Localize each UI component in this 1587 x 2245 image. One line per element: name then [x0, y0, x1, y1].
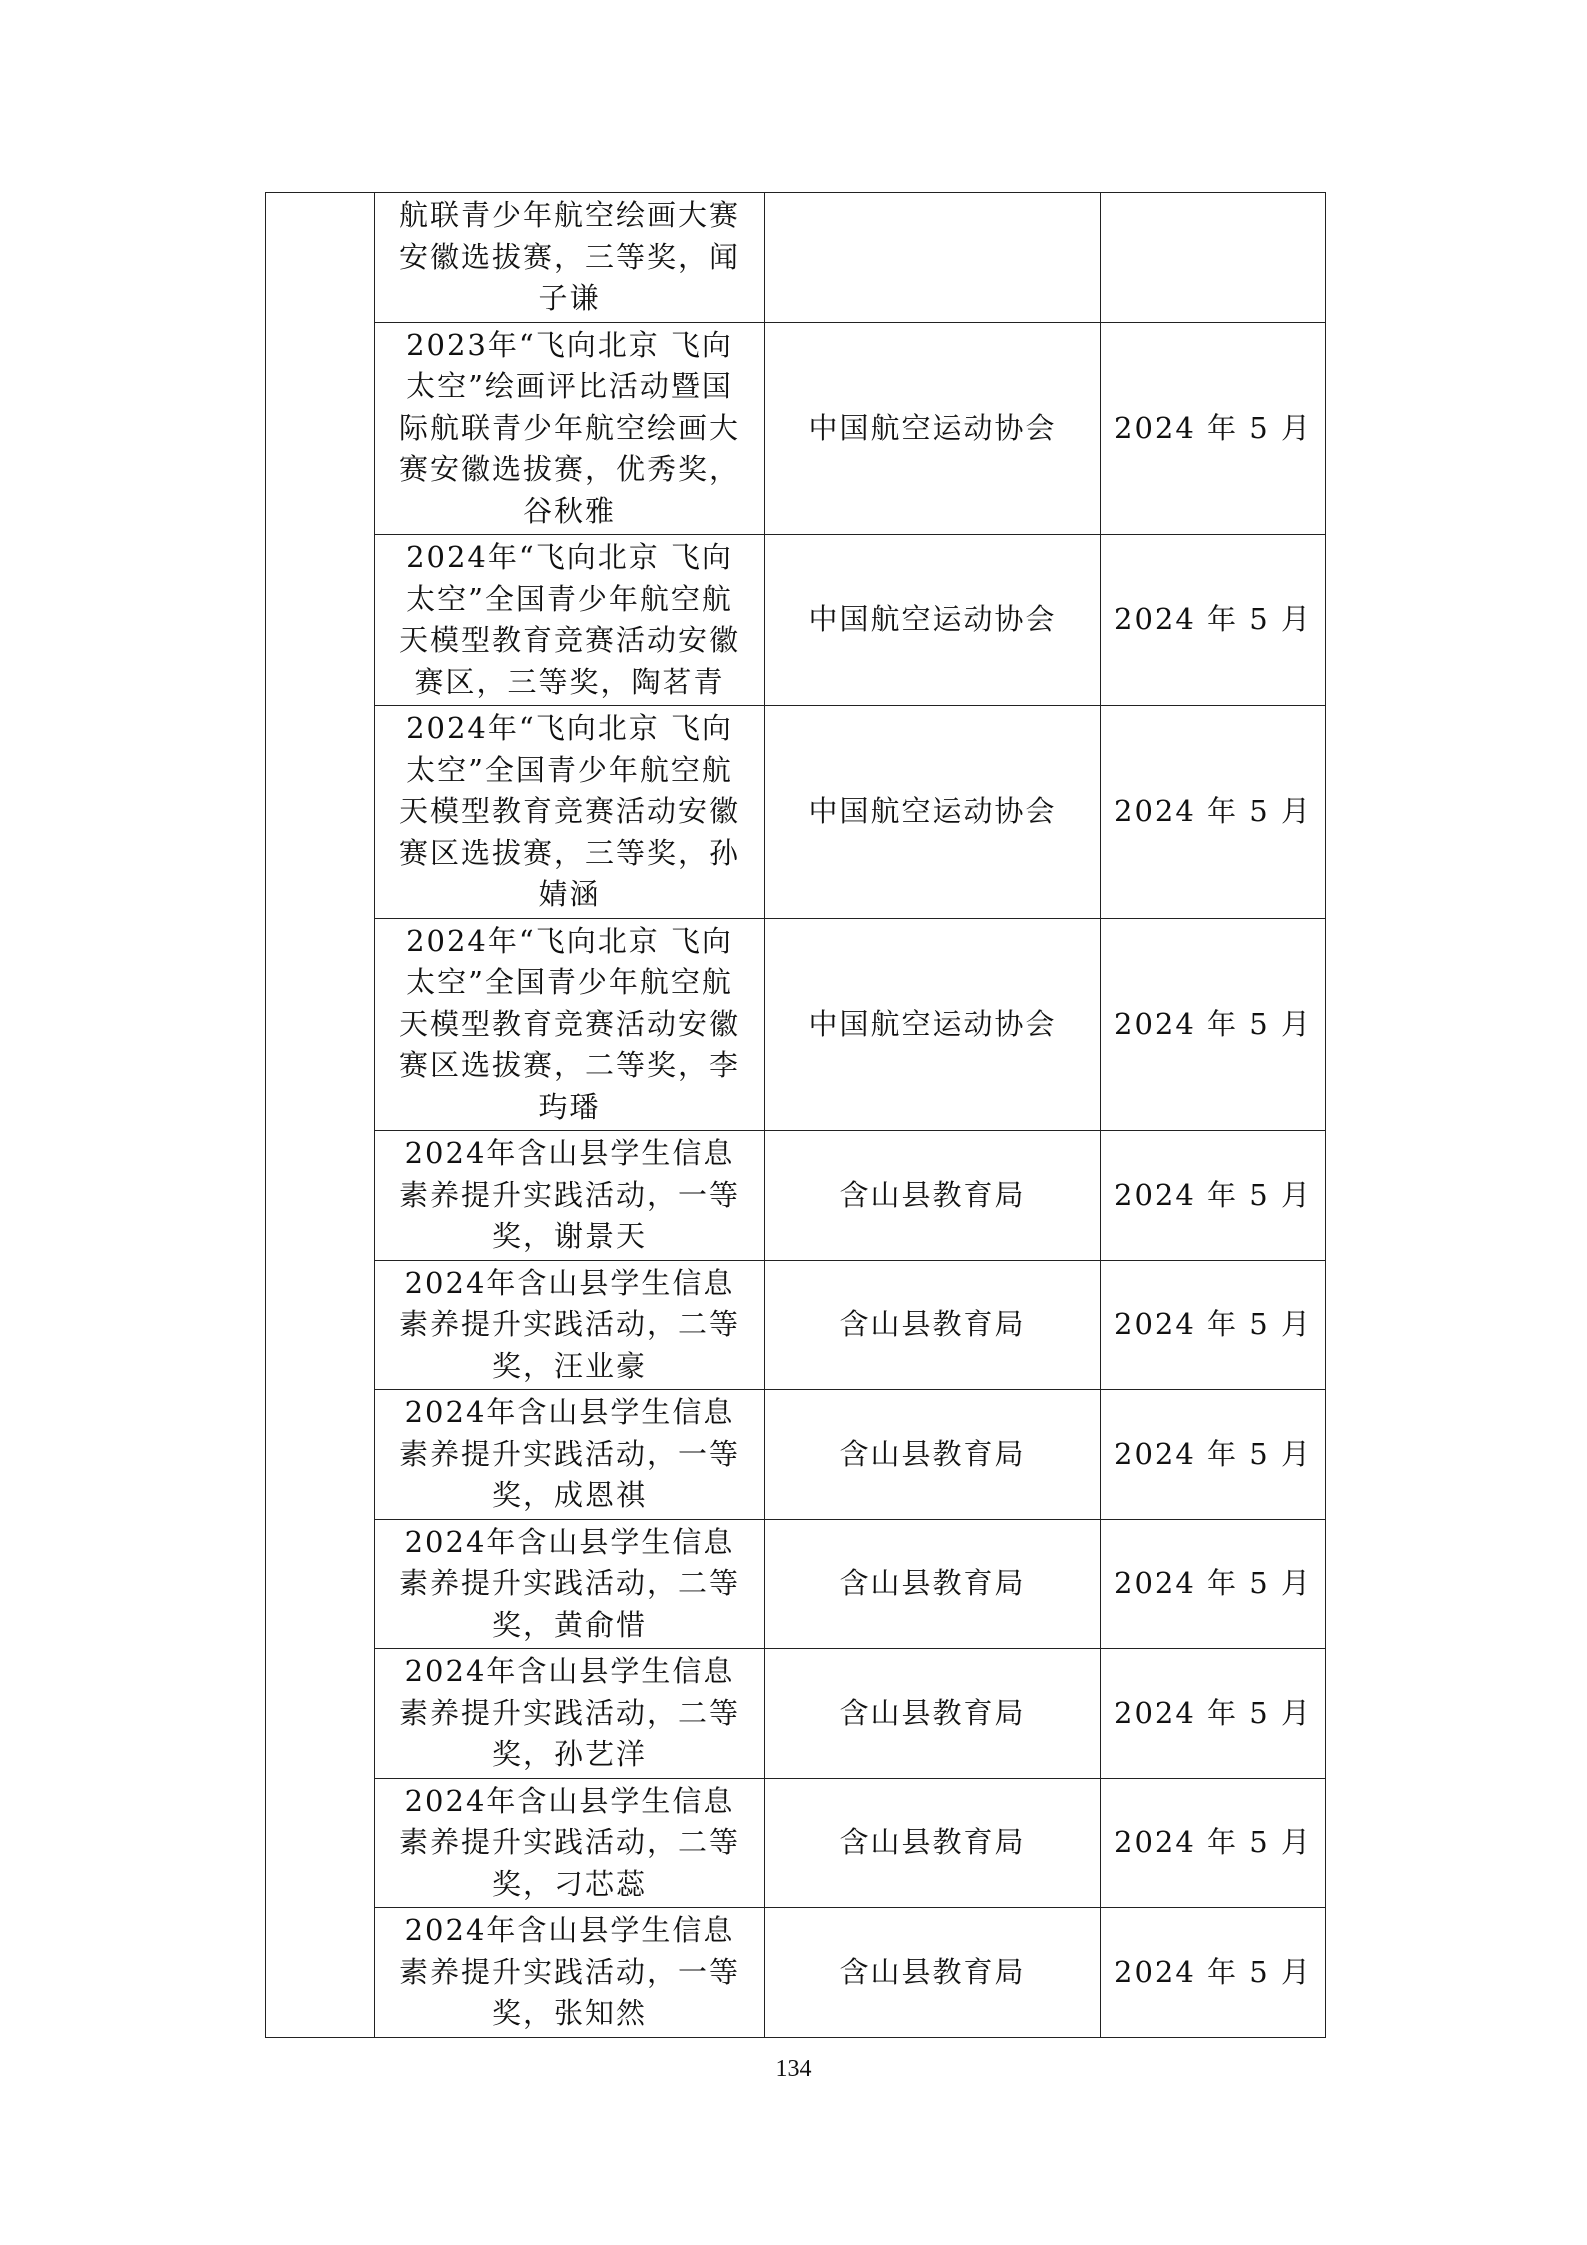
date-cell: 2024 年 5 月 — [1101, 1131, 1326, 1261]
organizer-cell: 中国航空运动协会 — [765, 535, 1101, 706]
table-row — [266, 1519, 1326, 1649]
table-row — [266, 193, 1326, 323]
table-row — [266, 535, 1326, 706]
date-cell: 2024 年 5 月 — [1101, 1260, 1326, 1390]
table-row — [266, 1778, 1326, 1908]
table-row — [266, 1260, 1326, 1390]
award-cell: 2024年含山县学生信息素养提升实践活动，二等奖，汪业豪 — [375, 1260, 765, 1390]
organizer-cell: 含山县教育局 — [765, 1778, 1101, 1908]
table-row — [266, 322, 1326, 535]
organizer-cell: 中国航空运动协会 — [765, 918, 1101, 1131]
table-row — [266, 1908, 1326, 2038]
page-number: 134 — [775, 2056, 812, 2082]
organizer-cell: 含山县教育局 — [765, 1649, 1101, 1779]
date-cell: 2024 年 5 月 — [1101, 1519, 1326, 1649]
award-cell: 2024年“飞向北京 飞向太空”全国青少年航空航天模型教育竞赛活动安徽赛区，三等奖，陶茗青 — [375, 535, 765, 706]
date-cell: 2024 年 5 月 — [1101, 1390, 1326, 1520]
award-cell: 2024年含山县学生信息素养提升实践活动，一等奖，谢景天 — [375, 1131, 765, 1261]
organizer-cell: 中国航空运动协会 — [765, 322, 1101, 535]
table-row — [266, 918, 1326, 1131]
date-cell — [1101, 193, 1326, 323]
date-cell: 2024 年 5 月 — [1101, 706, 1326, 919]
award-cell: 2024年“飞向北京 飞向太空”全国青少年航空航天模型教育竞赛活动安徽赛区选拔赛，二等奖，李玙璠 — [375, 918, 765, 1131]
organizer-cell: 含山县教育局 — [765, 1131, 1101, 1261]
table-row — [266, 1390, 1326, 1520]
organizer-cell — [765, 193, 1101, 323]
table-row — [266, 706, 1326, 919]
table-row — [266, 1649, 1326, 1779]
organizer-cell: 含山县教育局 — [765, 1260, 1101, 1390]
date-cell: 2024 年 5 月 — [1101, 918, 1326, 1131]
organizer-cell: 中国航空运动协会 — [765, 706, 1101, 919]
organizer-cell: 含山县教育局 — [765, 1519, 1101, 1649]
date-cell: 2024 年 5 月 — [1101, 1908, 1326, 2038]
date-cell: 2024 年 5 月 — [1101, 322, 1326, 535]
award-cell: 2024年“飞向北京 飞向太空”全国青少年航空航天模型教育竞赛活动安徽赛区选拔赛，三等奖，孙婧涵 — [375, 706, 765, 919]
organizer-cell: 含山县教育局 — [765, 1390, 1101, 1520]
date-cell: 2024 年 5 月 — [1101, 1649, 1326, 1779]
organizer-cell: 含山县教育局 — [765, 1908, 1101, 2038]
award-cell: 2023年“飞向北京 飞向太空”绘画评比活动暨国际航联青少年航空绘画大赛安徽选拔赛，优秀奖，谷秋雅 — [375, 322, 765, 535]
date-cell: 2024 年 5 月 — [1101, 1778, 1326, 1908]
award-cell: 2024年含山县学生信息素养提升实践活动，一等奖，成恩祺 — [375, 1390, 765, 1520]
award-cell: 2024年含山县学生信息素养提升实践活动，一等奖，张知然 — [375, 1908, 765, 2038]
award-cell: 2024年含山县学生信息素养提升实践活动，二等奖，刁芯蕊 — [375, 1778, 765, 1908]
table-row — [266, 1131, 1326, 1261]
awards-table — [265, 192, 1326, 2038]
category-cell — [266, 193, 375, 2038]
award-cell: 2024年含山县学生信息素养提升实践活动，二等奖，黄俞惜 — [375, 1519, 765, 1649]
date-cell: 2024 年 5 月 — [1101, 535, 1326, 706]
award-cell: 航联青少年航空绘画大赛安徽选拔赛，三等奖，闻子谦 — [375, 193, 765, 323]
award-cell: 2024年含山县学生信息素养提升实践活动，二等奖，孙艺洋 — [375, 1649, 765, 1779]
